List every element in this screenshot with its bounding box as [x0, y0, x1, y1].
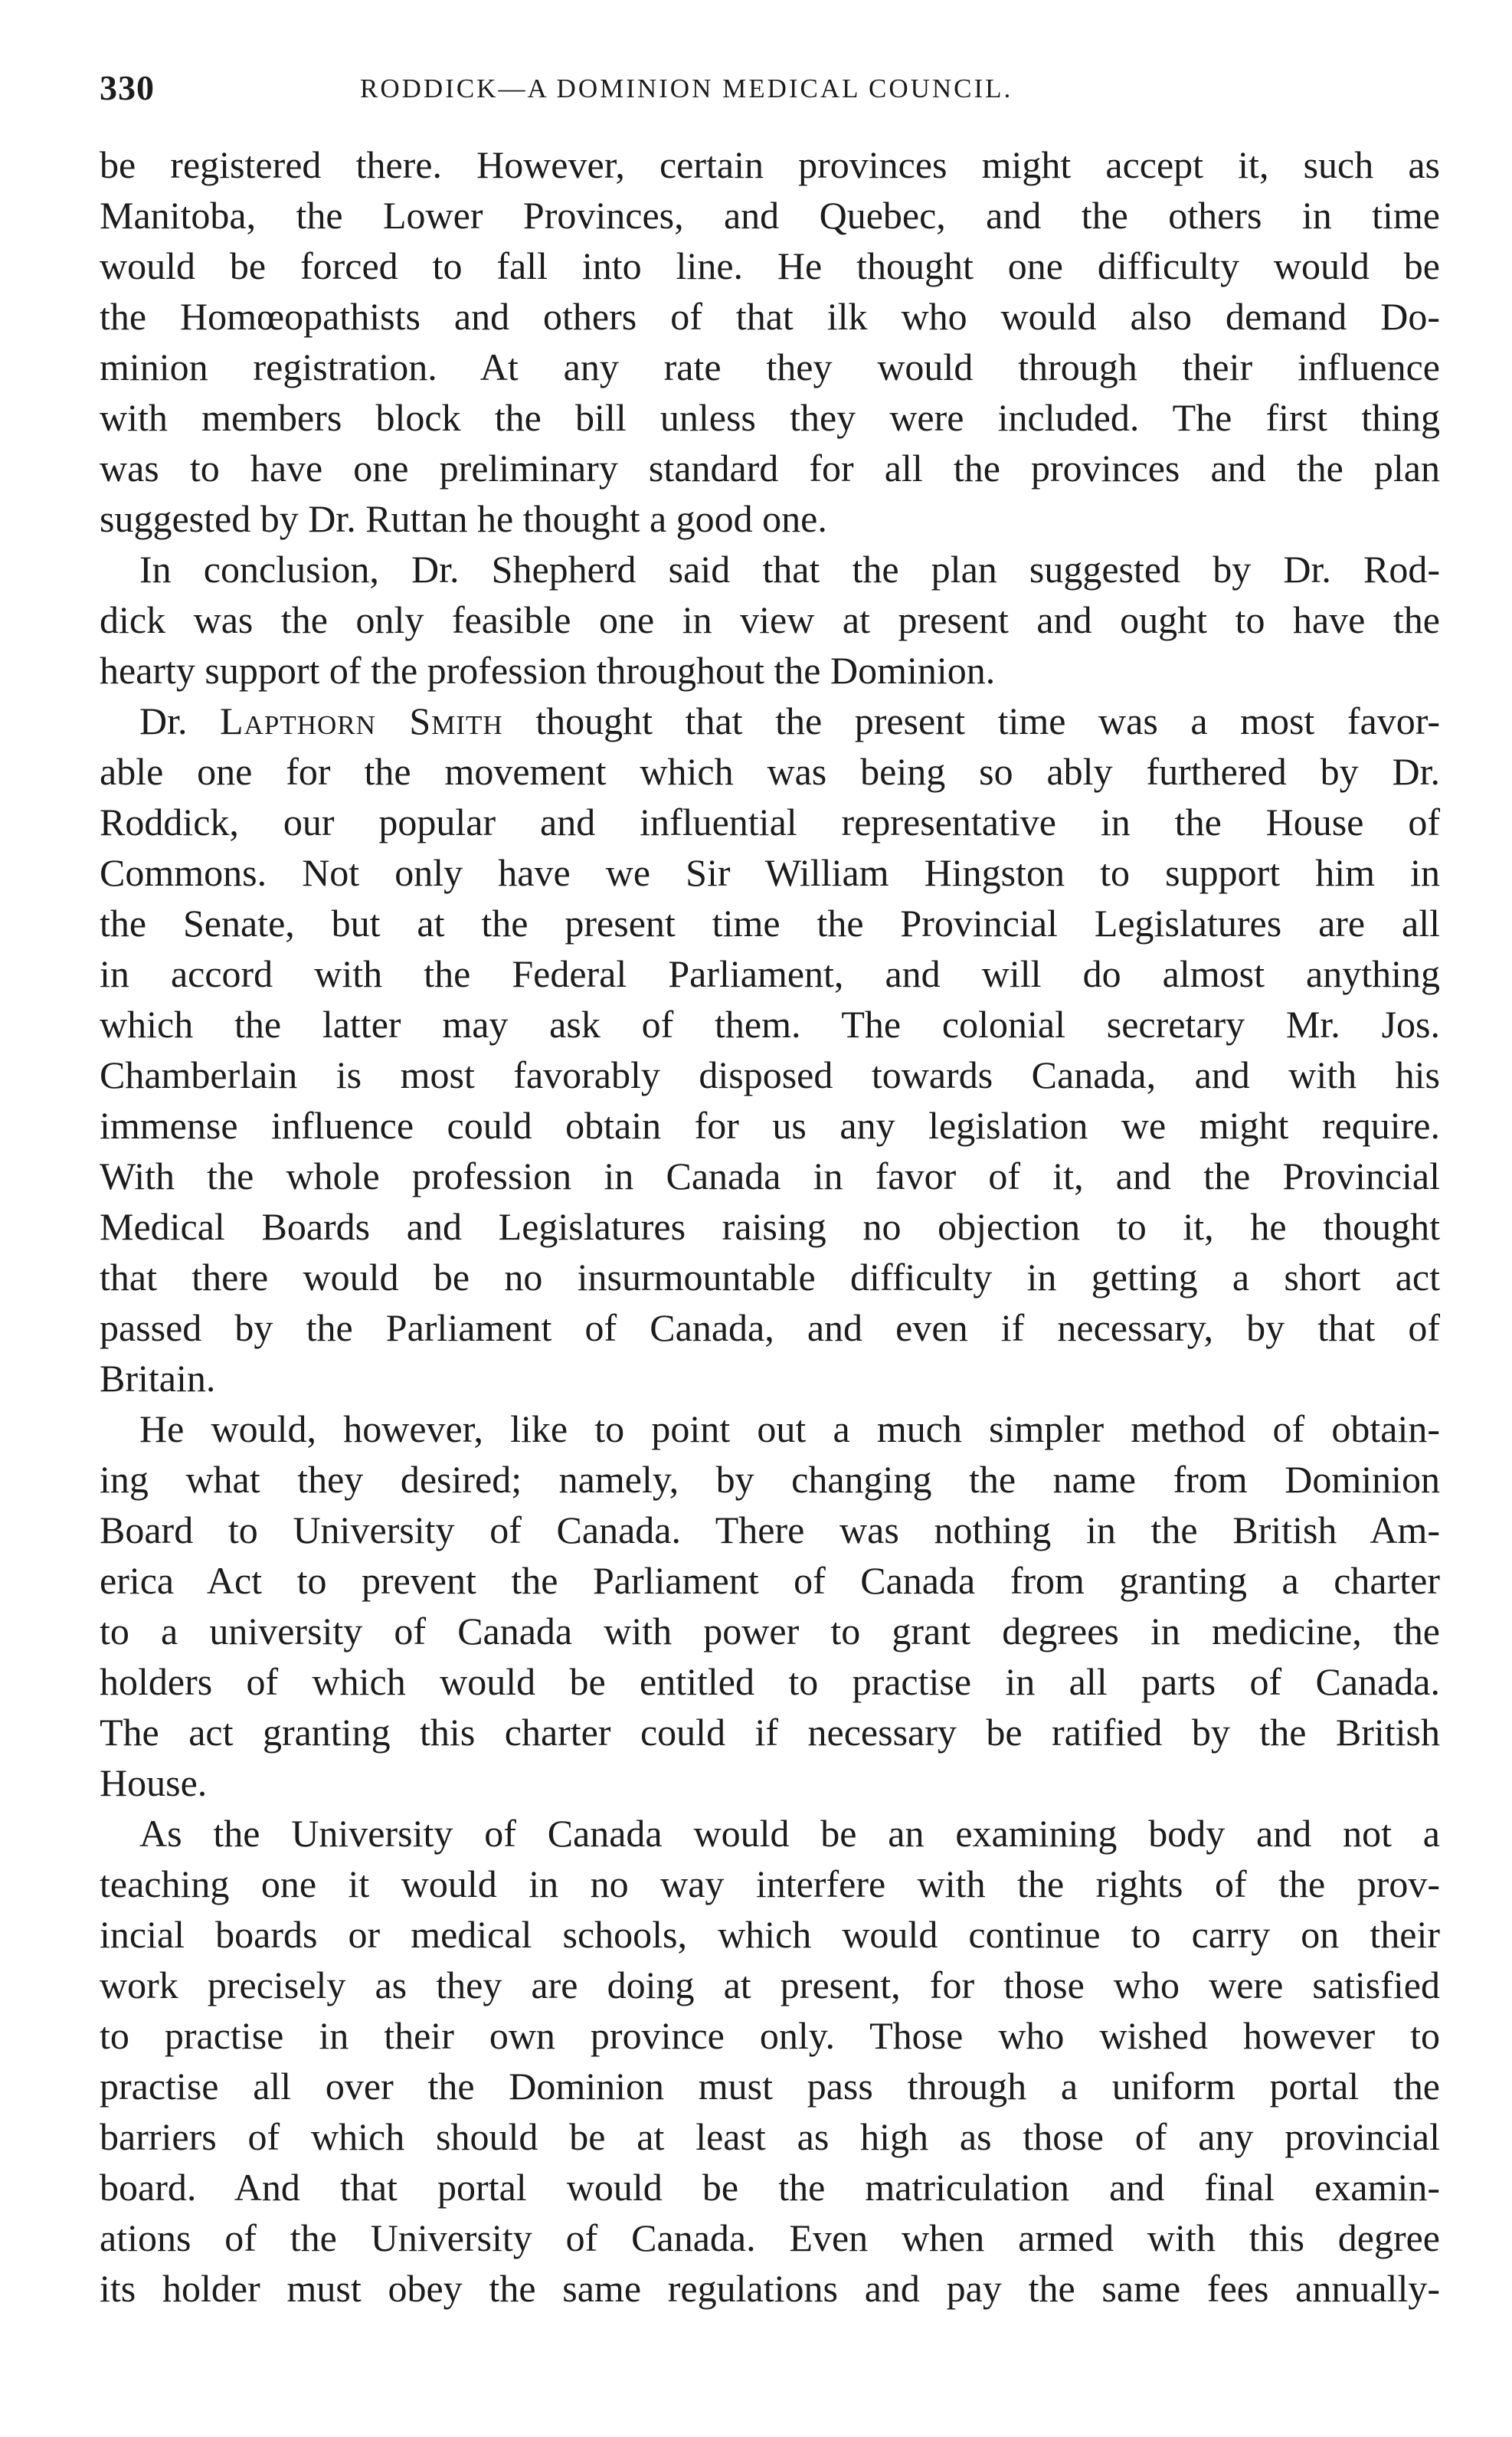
- text-line: Britain.: [100, 1357, 216, 1400]
- text-line: In conclusion, Dr. Shepherd said that the plan suggested by Dr. Rod-: [139, 548, 1440, 591]
- text-line: would be forced to fall into line. He thought one difficulty would be: [100, 244, 1440, 287]
- text-line: with members block the bill unless they were included. The first thing: [100, 396, 1440, 439]
- speaker-title: Dr.: [139, 699, 188, 742]
- text-line: in accord with the Federal Parliament, and will do almost anything: [100, 952, 1440, 995]
- text-line: Medical Boards and Legislatures raising no objection to it, he thought: [100, 1205, 1440, 1248]
- text-line: the Senate, but at the present time the Provincial Legislatures are all: [100, 902, 1440, 945]
- text-line: With the whole profession in Canada in favor of it, and the Provincial: [100, 1155, 1440, 1197]
- text-line: to practise in their own province only. Those who wished however to: [100, 2014, 1440, 2057]
- text-line: incial boards or medical schools, which would continue to carry on their: [100, 1913, 1440, 1956]
- text-line: passed by the Parliament of Canada, and even if necessary, by that of: [100, 1306, 1440, 1349]
- text-line: which the latter may ask of them. The colonial secretary Mr. Jos.: [100, 1003, 1440, 1046]
- body-text: [100, 139, 1440, 2314]
- text-line-rest: thought that the present time was a most favor-: [535, 699, 1441, 742]
- text-line: dick was the only feasible one in view at present and ought to have the: [100, 598, 1440, 641]
- text-line: that there would be no insurmountable difficulty in getting a short act: [100, 1256, 1440, 1299]
- text-line: ing what they desired; namely, by changing the name from Dominion: [100, 1458, 1440, 1501]
- text-line: immense influence could obtain for us any legislation we might require.: [100, 1104, 1440, 1147]
- text-line: practise all over the Dominion must pass through a uniform portal the: [100, 2065, 1440, 2108]
- text-line: hearty support of the profession throughout the Dominion.: [100, 649, 996, 692]
- text-line: board. And that portal would be the matriculation and final examin-: [100, 2166, 1440, 2209]
- paragraph: [100, 1404, 1440, 1808]
- book-page: [100, 61, 1440, 2314]
- text-line: be registered there. However, certain provinces might accept it, such as: [100, 143, 1440, 186]
- text-line: minion registration. At any rate they would through their influence: [100, 346, 1440, 388]
- text-line: to a university of Canada with power to grant degrees in medicine, the: [100, 1610, 1440, 1653]
- text-line: Roddick, our popular and influential representative in the House of: [100, 801, 1440, 843]
- text-line: House.: [100, 1761, 208, 1804]
- text-line: ations of the University of Canada. Even when armed with this degree: [100, 2216, 1440, 2259]
- text-line: its holder must obey the same regulations and pay the same fees annually-: [100, 2267, 1440, 2310]
- text-line: He would, however, like to point out a much simpler method of obtain-: [139, 1407, 1440, 1450]
- running-title: RODDICK—A DOMINION MEDICAL COUNCIL.: [360, 74, 1013, 103]
- text-line: the Homœopathists and others of that ilk who would also demand Do-: [100, 295, 1440, 338]
- text-line: suggested by Dr. Ruttan he thought a good one.: [100, 497, 827, 540]
- speaker-name: Lapthorn Smith: [220, 699, 503, 742]
- page-number: 330: [100, 68, 155, 107]
- text-line: holders of which would be entitled to practise in all parts of Canada.: [100, 1660, 1440, 1703]
- paragraph: [100, 1808, 1440, 2314]
- text-line: work precisely as they are doing at present, for those who were satisfied: [100, 1964, 1440, 2006]
- text-line: was to have one preliminary standard for all the provinces and the plan: [100, 447, 1440, 490]
- text-line: Manitoba, the Lower Provinces, and Quebec, and the others in time: [100, 194, 1440, 237]
- paragraph: [100, 696, 1440, 1404]
- paragraph: [100, 139, 1440, 544]
- paragraph: [100, 544, 1440, 696]
- text-line: As the University of Canada would be an examining body and not a: [139, 1812, 1440, 1855]
- running-head: [100, 61, 1440, 130]
- text-line: Commons. Not only have we Sir William Hingston to support him in: [100, 851, 1440, 894]
- text-line: Chamberlain is most favorably disposed towards Canada, and with his: [100, 1053, 1440, 1096]
- text-line: teaching one it would in no way interfere with the rights of the prov-: [100, 1862, 1440, 1905]
- text-line: able one for the movement which was being so ably furthered by Dr.: [100, 750, 1440, 793]
- text-line: Board to University of Canada. There was nothing in the British Am-: [100, 1508, 1440, 1551]
- text-line: The act granting this charter could if necessary be ratified by the British: [100, 1711, 1440, 1754]
- text-line: barriers of which should be at least as high as those of any provincial: [100, 2115, 1440, 2158]
- text-line: erica Act to prevent the Parliament of Canada from granting a charter: [100, 1559, 1440, 1602]
- text-line: [100, 696, 1440, 746]
